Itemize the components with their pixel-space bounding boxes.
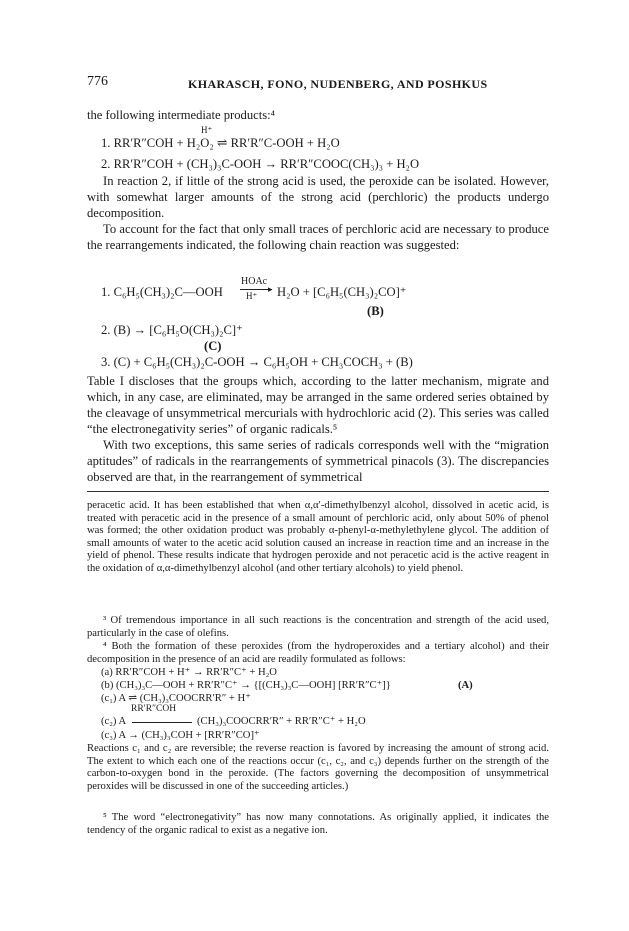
footnote-reaction-a: (a) RR′R″COH + H⁺ → RR′R″C⁺ + H₂O — [101, 667, 277, 678]
footnote-reaction-c1: (c₁) A ⇌ (CH₃)₃COOCRR′R″ + H⁺ — [101, 693, 251, 704]
chain-reaction-2: 2. (B) → [C₆H₅O(CH₃)₂C]⁺ — [101, 323, 243, 337]
arrow-label-hoac: HOAc — [241, 276, 268, 287]
footnote-4-continuation: Reactions c₁ and c₂ are reversible; the reverse reaction is favored by increasing the amount of strong acid. The extent to which each one of the reactions occur (c₁, c₂, and c₃) depends further on the strength of the carbon-to-oxygen bond in the peroxide. (The factors governing the decomposition of unsymmetrical peroxides will be discussed in one of the succeeding articles.) — [87, 743, 549, 792]
footnote-3: ³ Of tremendous importance in all such reactions is the concentration and strength of the acid used, particularly in the case of olefins. — [87, 615, 549, 639]
arrow-label-tert-alcohol: RR′R″COH — [131, 704, 177, 714]
label-c: (C) — [204, 339, 222, 353]
intro-line: the following intermediate products:⁴ — [87, 108, 276, 122]
footnote-continuation: peracetic acid. It has been established that when α,α′-dimethylbenzyl alcohol, dissolved in acetic acid, is treated with peracetic acid in the presence of a small amount of perchloric acid, only about 50% of phenol was formed; the other oxidation product was probably α-phenyl-α-methylethylene glycol. The addition of small amounts of water to the acetic acid solution caused an increase in reaction time and an increase in the yield of phenol. These results indicate that hydrogen peroxide and not peracetic acid is the active reagent in the oxidation of α,α-dimethylbenzyl alcohol (and other tertiary alcohols) to yield phenol. — [87, 500, 549, 574]
page-number: 776 — [87, 74, 108, 89]
chain-reaction-3: 3. (C) + C₆H₅(CH₃)₂C-OOH → C₆H₅OH + CH₃COCH₃ + (B) — [101, 355, 413, 369]
reversible-arrow — [132, 722, 192, 723]
paragraph-migration-aptitudes: With two exceptions, this same series of radicals corresponds well with the “migration aptitudes” of radicals in the rearrangements of symmetrical pinacols (3). The discrepancies observed are that, in the rearrangement of symmetrical — [87, 438, 549, 484]
arrow-head-icon: ▸ — [268, 284, 273, 294]
paragraph-table-discussion: Table I discloses that the groups which, according to the latter mechanism, migrate and which, in any case, are eliminated, may be arranged in the same ordered series obtained by the cleavage of unsymmetrical mercurials with hydrochloric acid (2). This series was called “the electronegativity series” of organic radicals.⁵ — [87, 374, 549, 436]
footnote-reaction-c3: (c₃) A → (CH₃)₃COH + [RR′R″CO]⁺ — [101, 730, 260, 741]
paragraph-chain-reaction-intro: To account for the fact that only small traces of perchloric acid are necessary to produce the rearrangements indicated, the following chain reaction was suggested: — [87, 222, 549, 252]
chain-reaction-1-right: H₂O + [C₆H₅(CH₃)₂CO]⁺ — [277, 285, 407, 299]
arrow-label-h-plus: H⁺ — [246, 291, 258, 301]
chain-reaction-1-left: 1. C₆H₅(CH₃)₂C—OOH — [101, 285, 223, 299]
reaction-2: 2. RR′R″COH + (CH₃)₃C-OOH → RR′R″COOC(CH₃)₃ + H₂O — [101, 157, 420, 171]
reaction-1: 1. RR′R″COH + H₂O₂ ⇌ RR′R″C-OOH + H₂O — [101, 136, 340, 150]
label-b: (B) — [367, 304, 384, 318]
footnote-divider — [87, 491, 549, 492]
label-a: (A) — [458, 680, 473, 691]
equilibrium-arrow-label: H⁺ — [201, 125, 213, 135]
paragraph-peroxide-isolation: In reaction 2, if little of the strong acid is used, the peroxide can be isolated. However, with somewhat larger amounts of the strong acid (perchloric) the products undergo decomposition. — [87, 174, 549, 220]
footnote-reaction-c2-left: (c₂) A — [101, 716, 127, 727]
footnote-reaction-b: (b) (CH₃)₃C—OOH + RR′R″C⁺ → {[(CH₃)₃C—OOH] [RR′R″C⁺]} — [101, 680, 391, 691]
footnote-5: ⁵ The word “electronegativity” has now many connotations. As originally applied, it indicates the tendency of the organic radical to exist as a negative ion. — [87, 812, 549, 836]
footnote-4: ⁴ Both the formation of these peroxides (from the hydroperoxides and a tertiary alcohol) and their decomposition in the presence of an acid are readily formulated as follows: — [87, 641, 549, 665]
footnote-reaction-c2-right: (CH₃)₃COOCRR′R″ + RR′R″C⁺ + H₂O — [197, 716, 366, 727]
running-title: KHARASCH, FONO, NUDENBERG, AND POSHKUS — [188, 77, 488, 91]
